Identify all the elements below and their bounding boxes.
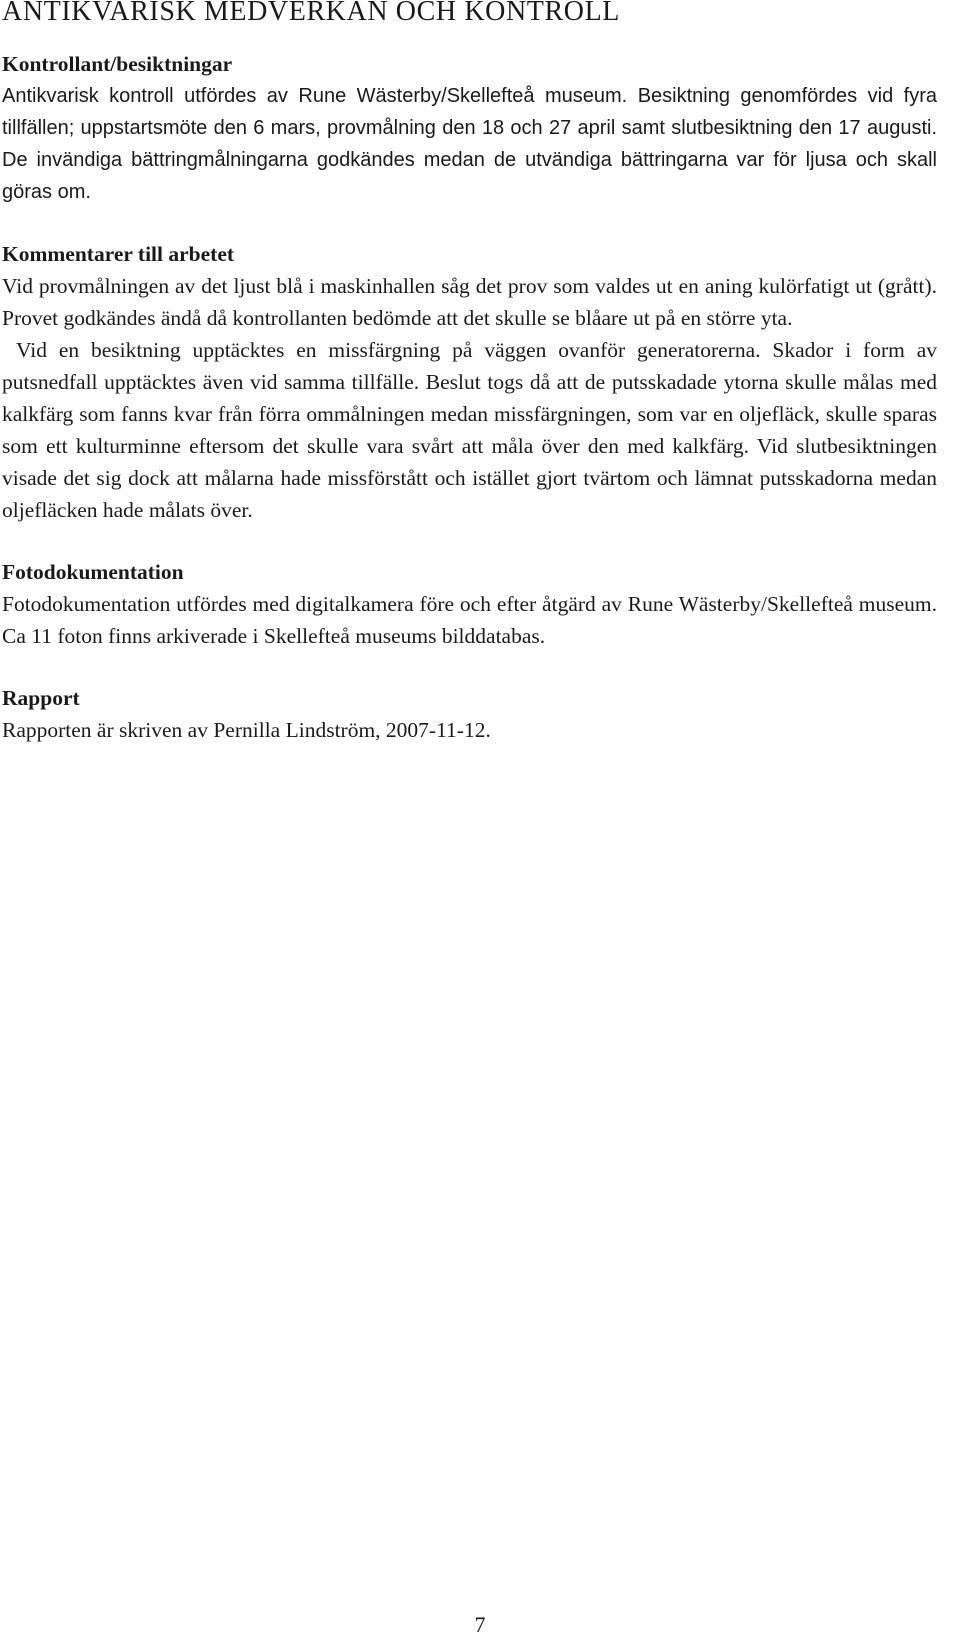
section-rapport bbox=[2, 682, 937, 746]
section-fotodokumentation bbox=[2, 556, 937, 652]
section-kontrollant bbox=[2, 48, 937, 208]
page-content bbox=[2, 0, 937, 746]
section-heading-rapport: Rapport bbox=[2, 686, 80, 710]
section-heading-fotodokumentation: Fotodokumentation bbox=[2, 560, 184, 584]
paragraph-kontrollant: Antikvarisk kontroll utfördes av Rune Wästerby/Skellefteå museum. Besiktning genomfördes vid fyra tillfällen; uppstartsmöte den 6 mars, provmålning den 18 och 27 april samt slutbesiktning den 17 augusti. De invändiga bättringmålningarna godkändes medan de utvändiga bättringarna var för ljusa och skall göras om. bbox=[2, 85, 937, 203]
section-kommentarer bbox=[2, 238, 937, 526]
page-number: 7 bbox=[474, 1612, 486, 1637]
paragraph-provmalning: Vid provmålningen av det ljust blå i maskinhallen såg det prov som valdes ut en aning kulörfatigt ut (grått). Provet godkändes ändå då kontrollanten bedömde att det skulle se blåare ut på en större yta. bbox=[2, 274, 937, 330]
document-title: ANTIKVARISK MEDVERKAN OCH KONTROLL bbox=[2, 0, 620, 27]
paragraph-besiktning: Vid en besiktning upptäcktes en missfärgning på väggen ovanför generatorerna. Skador i form av putsnedfall upptäcktes även vid samma tillfälle. Beslut togs då att de putsskadade ytorna skulle målas med kalkfärg som fanns kvar från förra ommålningen medan missfärgningen, som var en oljefläck, skulle sparas som ett kulturminne eftersom det skulle vara svårt att måla över den med kalkfärg. Vid slutbesiktningen visade det sig dock att målarna hade missförstått och istället gjort tvärtom och lämnat putsskadorna medan oljefläcken hade målats över. bbox=[2, 338, 937, 522]
section-heading-kontrollant: Kontrollant/besiktningar bbox=[2, 52, 233, 76]
paragraph-rapport: Rapporten är skriven av Pernilla Lindström, 2007-11-12. bbox=[2, 718, 491, 742]
section-heading-kommentarer: Kommentarer till arbetet bbox=[2, 242, 235, 266]
paragraph-fotodokumentation: Fotodokumentation utfördes med digitalkamera före och efter åtgärd av Rune Wästerby/Skellefteå museum. Ca 11 foton finns arkiverade i Skellefteå museums bilddatabas. bbox=[2, 592, 937, 648]
